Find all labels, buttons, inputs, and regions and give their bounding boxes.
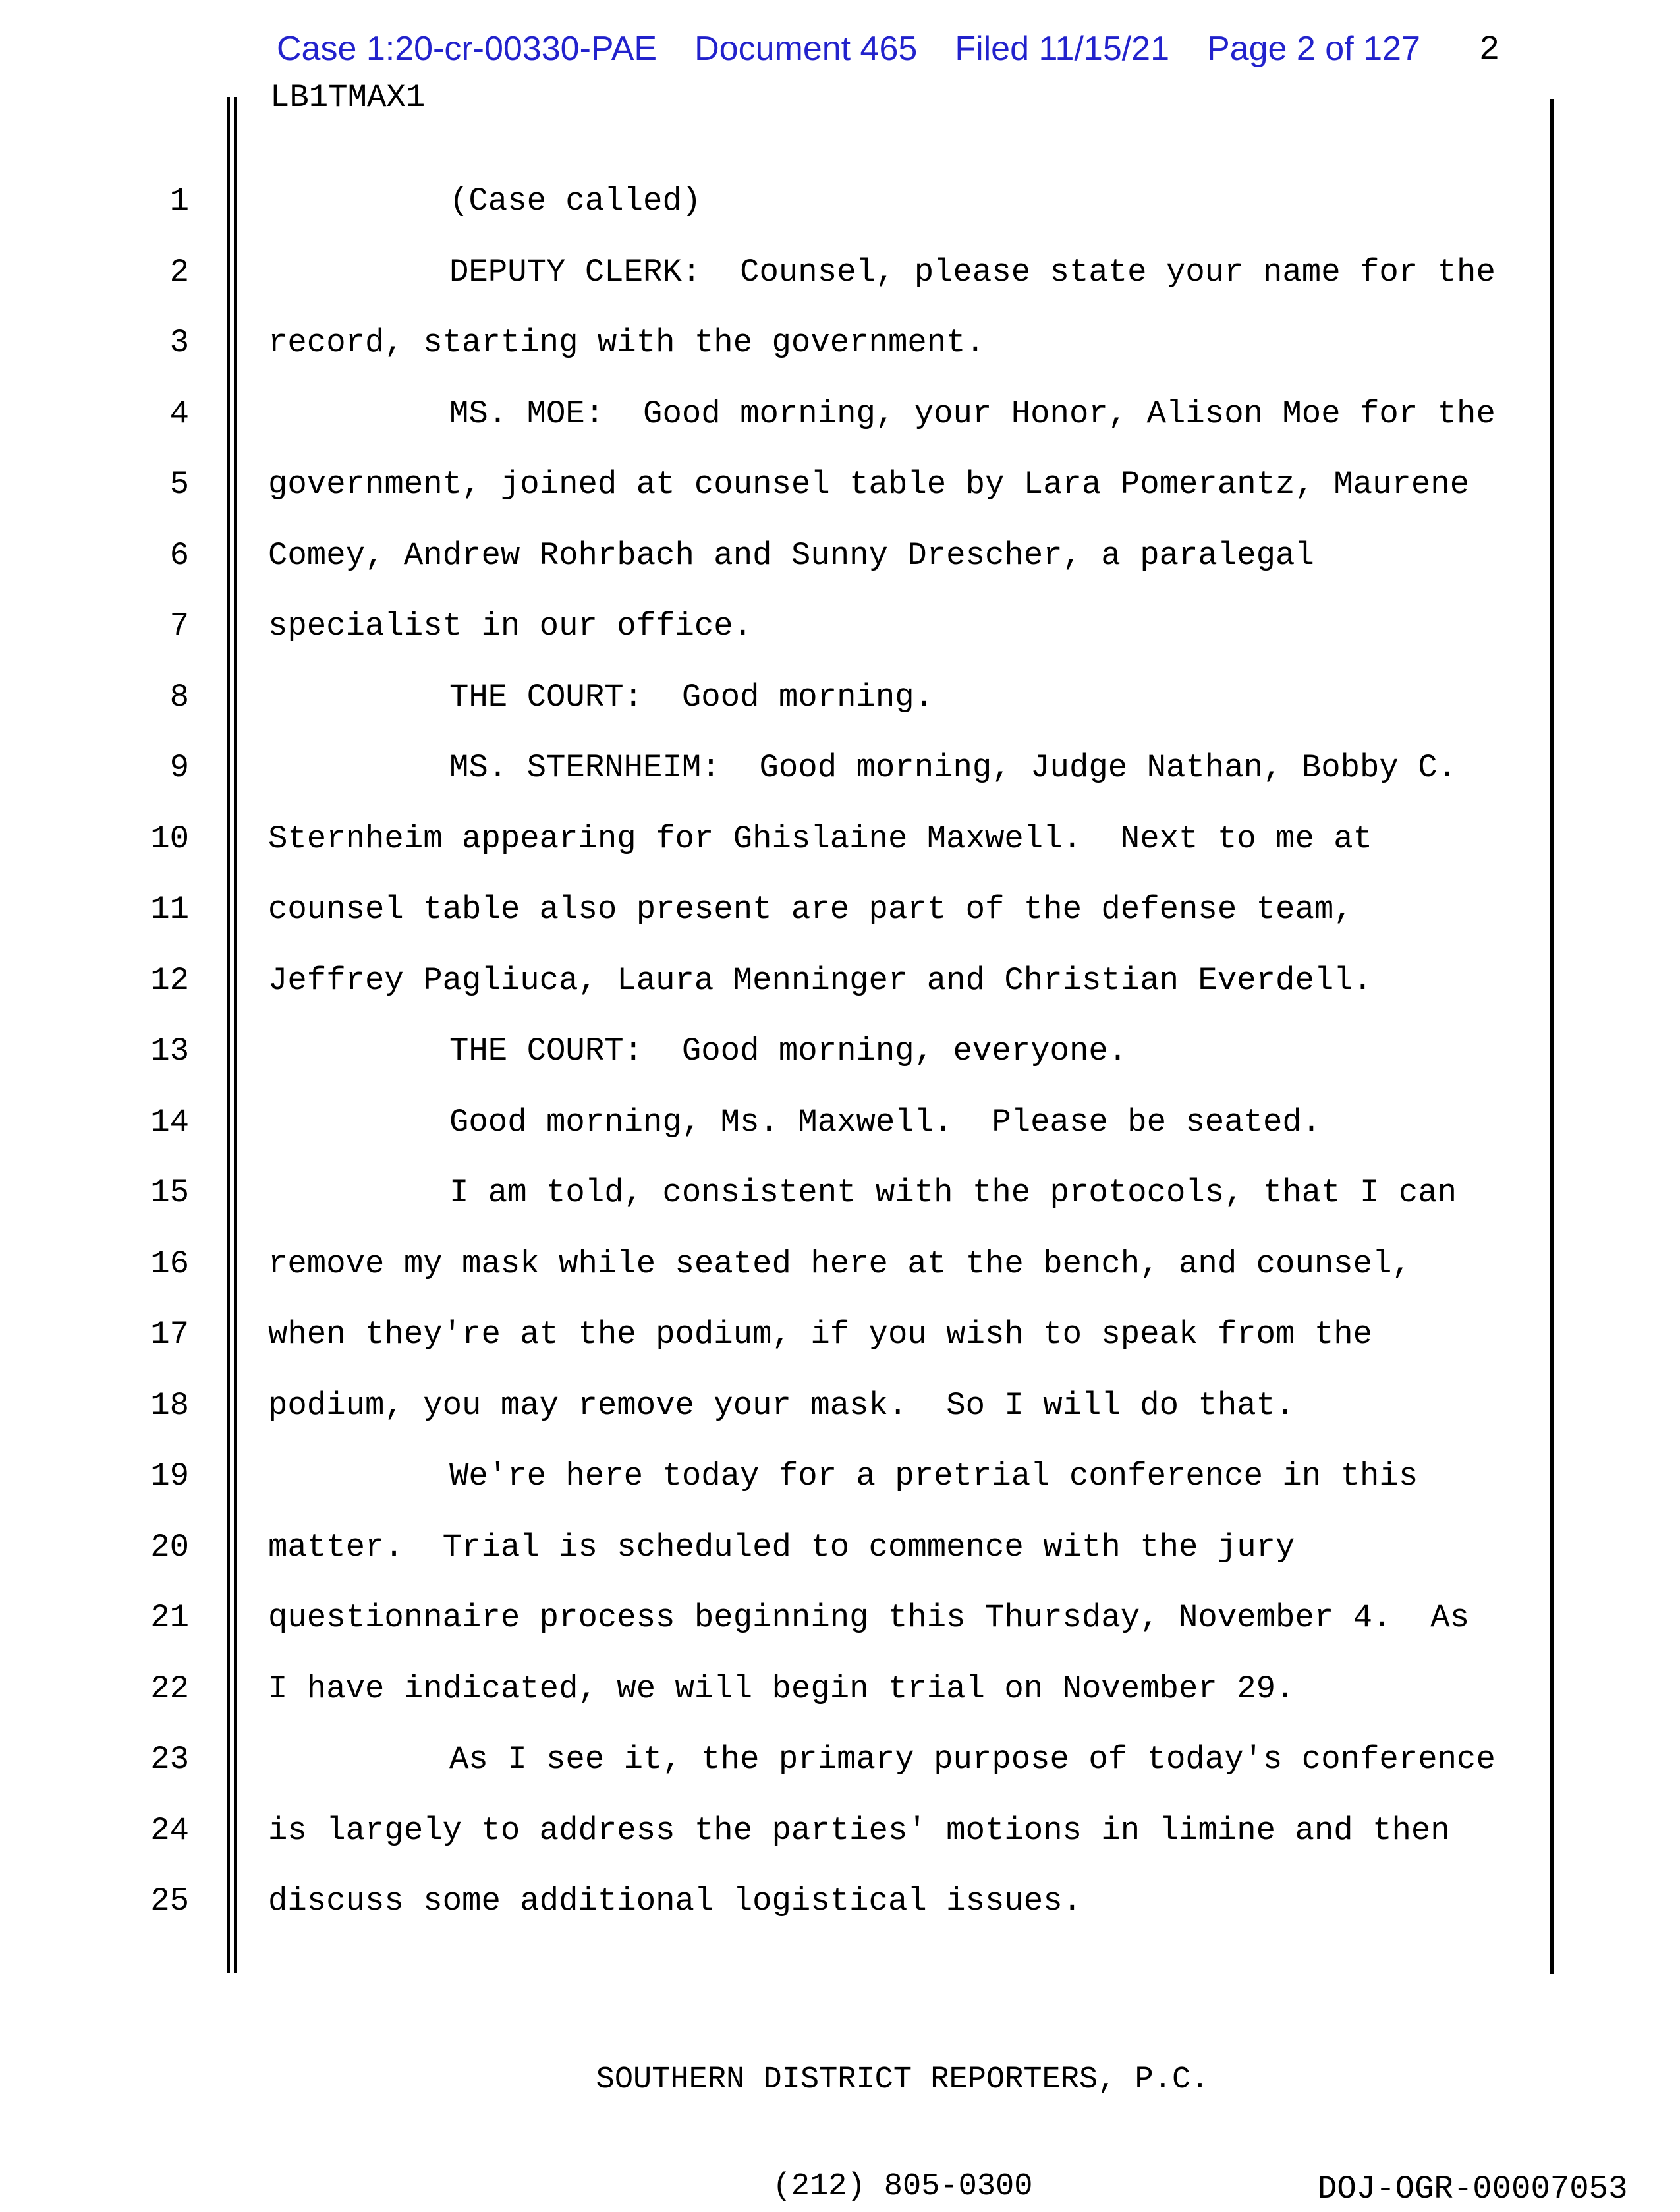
line-text: THE COURT: Good morning, everyone. <box>449 1033 1128 1069</box>
transcript-line <box>0 874 1550 946</box>
stamp-case-number: Case 1:20-cr-00330-PAE <box>277 30 658 68</box>
line-text: Jeffrey Pagliuca, Laura Menninger and Christian Everdell. <box>268 961 1373 999</box>
line-number: 15 <box>150 1174 189 1211</box>
line-number: 18 <box>150 1386 189 1424</box>
line-text: questionnaire process beginning this Thursday, November 4. As <box>268 1599 1470 1636</box>
transcript-line <box>0 1866 1550 1937</box>
line-text: matter. Trial is scheduled to commence with the jury <box>268 1528 1295 1566</box>
transcript-line <box>0 1229 1550 1300</box>
transcript-line <box>0 1016 1550 1087</box>
line-number: 13 <box>150 1033 189 1069</box>
transcript-line <box>0 946 1550 1017</box>
transcript-lines <box>0 166 1550 1937</box>
transcript-line <box>0 1724 1550 1796</box>
line-text: record, starting with the government. <box>268 324 985 361</box>
transcript-line <box>0 449 1550 521</box>
right-margin-rule <box>1550 99 1554 1974</box>
transcript-line <box>0 237 1550 308</box>
line-text: Sternheim appearing for Ghislaine Maxwell. Next to me at <box>268 820 1373 857</box>
line-number: 17 <box>150 1316 189 1353</box>
transcript-line <box>0 1441 1550 1512</box>
transcript-line <box>0 1796 1550 1867</box>
line-number: 12 <box>150 961 189 999</box>
line-text: THE COURT: Good morning. <box>449 678 934 716</box>
line-number: 2 <box>169 253 189 291</box>
footer-phone: (212) 805-0300 <box>772 2169 1033 2204</box>
line-text: MS. STERNHEIM: Good morning, Judge Nathan, Bobby C. <box>449 749 1457 786</box>
transcript-line <box>0 1654 1550 1725</box>
line-text: (Case called) <box>449 183 702 219</box>
stamp-filed-date: Filed 11/15/21 <box>955 30 1170 68</box>
line-number: 19 <box>150 1458 189 1494</box>
court-filing-stamp <box>277 29 1420 69</box>
transcript-line <box>0 1371 1550 1442</box>
line-text: Comey, Andrew Rohrbach and Sunny Drescher, a paralegal <box>268 536 1314 574</box>
line-text: specialist in our office. <box>268 608 753 644</box>
line-text: As I see it, the primary purpose of today's conference <box>449 1741 1496 1778</box>
line-number: 24 <box>150 1811 189 1849</box>
transcript-line <box>0 521 1550 592</box>
transcript-line <box>0 733 1550 804</box>
line-number: 8 <box>169 678 189 716</box>
line-text: when they're at the podium, if you wish to speak from the <box>268 1316 1373 1353</box>
line-text: DEPUTY CLERK: Counsel, please state your name for the <box>449 253 1496 291</box>
stamp-document-number: Document 465 <box>694 30 918 68</box>
line-number: 1 <box>169 183 189 219</box>
line-text: discuss some additional logistical issues. <box>268 1883 1082 1919</box>
line-text: counsel table also present are part of the defense team, <box>268 891 1353 928</box>
line-number: 4 <box>169 395 189 432</box>
transcript-line <box>0 1087 1550 1158</box>
line-number: 23 <box>150 1741 189 1778</box>
bates-number: DOJ-OGR-00007053 <box>1318 2170 1628 2207</box>
transcript-line <box>0 591 1550 662</box>
transcript-line <box>0 1583 1550 1654</box>
line-number: 7 <box>169 608 189 644</box>
line-number: 10 <box>150 820 189 857</box>
line-text: government, joined at counsel table by Lara Pomerantz, Maurene <box>268 466 1470 503</box>
stamp-page-of: Page 2 of 127 <box>1207 30 1420 68</box>
footer-reporter-name: SOUTHERN DISTRICT REPORTERS, P.C. <box>596 2062 1210 2097</box>
transcript-line <box>0 804 1550 875</box>
line-number: 16 <box>150 1245 189 1282</box>
transcript-line <box>0 662 1550 733</box>
transcript-line <box>0 1299 1550 1371</box>
transcript-line <box>0 308 1550 379</box>
transcript-line <box>0 1512 1550 1583</box>
line-text: I am told, consistent with the protocols, that I can <box>449 1174 1457 1211</box>
page-number: 2 <box>1479 30 1500 69</box>
line-number: 25 <box>150 1883 189 1919</box>
line-number: 5 <box>169 466 189 503</box>
line-number: 21 <box>150 1599 189 1636</box>
line-text: is largely to address the parties' motions in limine and then <box>268 1811 1450 1849</box>
line-number: 22 <box>150 1670 189 1707</box>
line-text: Good morning, Ms. Maxwell. Please be seated. <box>449 1103 1322 1141</box>
line-text: I have indicated, we will begin trial on November 29. <box>268 1670 1295 1707</box>
line-number: 6 <box>169 536 189 574</box>
line-number: 14 <box>150 1103 189 1141</box>
line-text: MS. MOE: Good morning, your Honor, Alison Moe for the <box>449 395 1496 432</box>
line-text: We're here today for a pretrial conference in this <box>449 1458 1418 1494</box>
line-number: 3 <box>169 324 189 361</box>
transcript-line <box>0 379 1550 450</box>
transcript-line <box>0 166 1550 237</box>
line-number: 20 <box>150 1528 189 1566</box>
line-text: remove my mask while seated here at the bench, and counsel, <box>268 1245 1411 1282</box>
line-number: 11 <box>150 891 189 928</box>
line-text: podium, you may remove your mask. So I will do that. <box>268 1386 1295 1424</box>
transcript-line <box>0 1158 1550 1229</box>
transcript-id: LB1TMAX1 <box>270 79 426 116</box>
line-number: 9 <box>169 749 189 786</box>
